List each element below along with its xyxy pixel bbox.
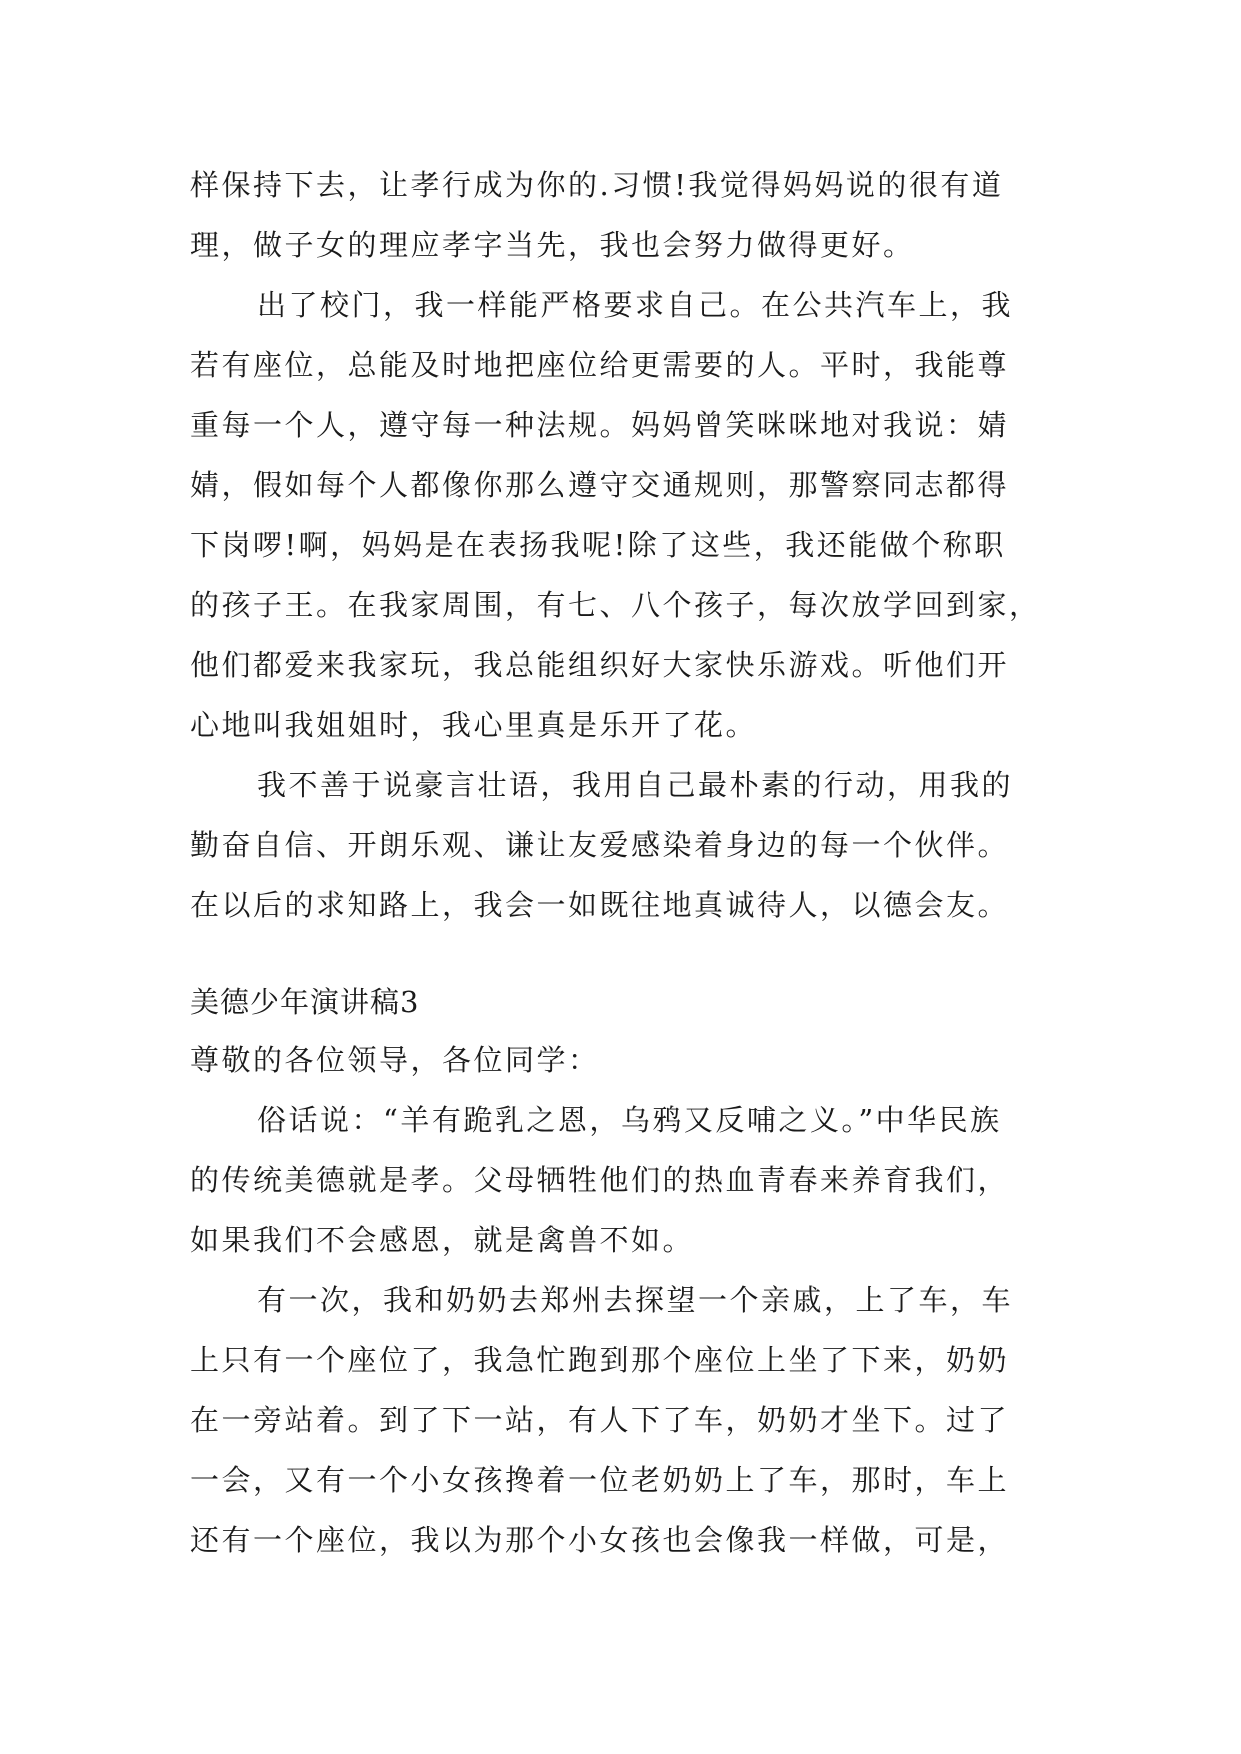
text-line: 样保持下去，让孝行成为你的.习惯!我觉得妈妈说的很有道 bbox=[190, 168, 1004, 202]
paragraph-first-line: 出了校门，我一样能严格要求自己。在公共汽车上，我 bbox=[257, 288, 1014, 322]
text-line: 婧，假如每个人都像你那么遵守交通规则，那警察同志都得 bbox=[190, 468, 1010, 502]
paragraph-first-line: 我不善于说豪言壮语，我用自己最朴素的行动，用我的 bbox=[257, 768, 1014, 802]
text-line: 下岗啰!啊，妈妈是在表扬我呢!除了这些，我还能做个称职 bbox=[190, 528, 1006, 562]
text-line: 重每一个人，遵守每一种法规。妈妈曾笑咪咪地对我说：婧 bbox=[190, 408, 1010, 442]
text-line: 在以后的求知路上，我会一如既往地真诚待人，以德会友。 bbox=[190, 888, 1010, 922]
text-line: 他们都爱来我家玩，我总能组织好大家快乐游戏。听他们开 bbox=[190, 648, 1010, 682]
text-line: 的孩子王。在我家周围，有七、八个孩子，每次放学回到家， bbox=[190, 588, 1041, 622]
paragraph-first-line: 有一次，我和奶奶去郑州去探望一个亲戚，上了车，车 bbox=[257, 1283, 1014, 1317]
text-line: 若有座位，总能及时地把座位给更需要的人。平时，我能尊 bbox=[190, 348, 1010, 382]
salutation: 尊敬的各位领导，各位同学： bbox=[190, 1043, 600, 1077]
text-line: 理，做子女的理应孝字当先，我也会努力做得更好。 bbox=[190, 228, 915, 262]
text-line: 一会，又有一个小女孩搀着一位老奶奶上了车，那时，车上 bbox=[190, 1463, 1010, 1497]
section-heading: 美德少年演讲稿3 bbox=[190, 985, 420, 1019]
text-line: 在一旁站着。到了下一站，有人下了车，奶奶才坐下。过了 bbox=[190, 1403, 1010, 1437]
text-line: 勤奋自信、开朗乐观、谦让友爱感染着身边的每一个伙伴。 bbox=[190, 828, 1010, 862]
text-line: 的传统美德就是孝。父母牺牲他们的热血青春来养育我们， bbox=[190, 1163, 1010, 1197]
paragraph-first-line: 俗话说：“羊有跪乳之恩，乌鸦又反哺之义。”中华民族 bbox=[257, 1103, 1002, 1137]
text-line: 如果我们不会感恩，就是禽兽不如。 bbox=[190, 1223, 695, 1257]
text-line: 心地叫我姐姐时，我心里真是乐开了花。 bbox=[190, 708, 758, 742]
text-line: 还有一个座位，我以为那个小女孩也会像我一样做，可是， bbox=[190, 1523, 1010, 1557]
text-line: 上只有一个座位了，我急忙跑到那个座位上坐了下来，奶奶 bbox=[190, 1343, 1010, 1377]
